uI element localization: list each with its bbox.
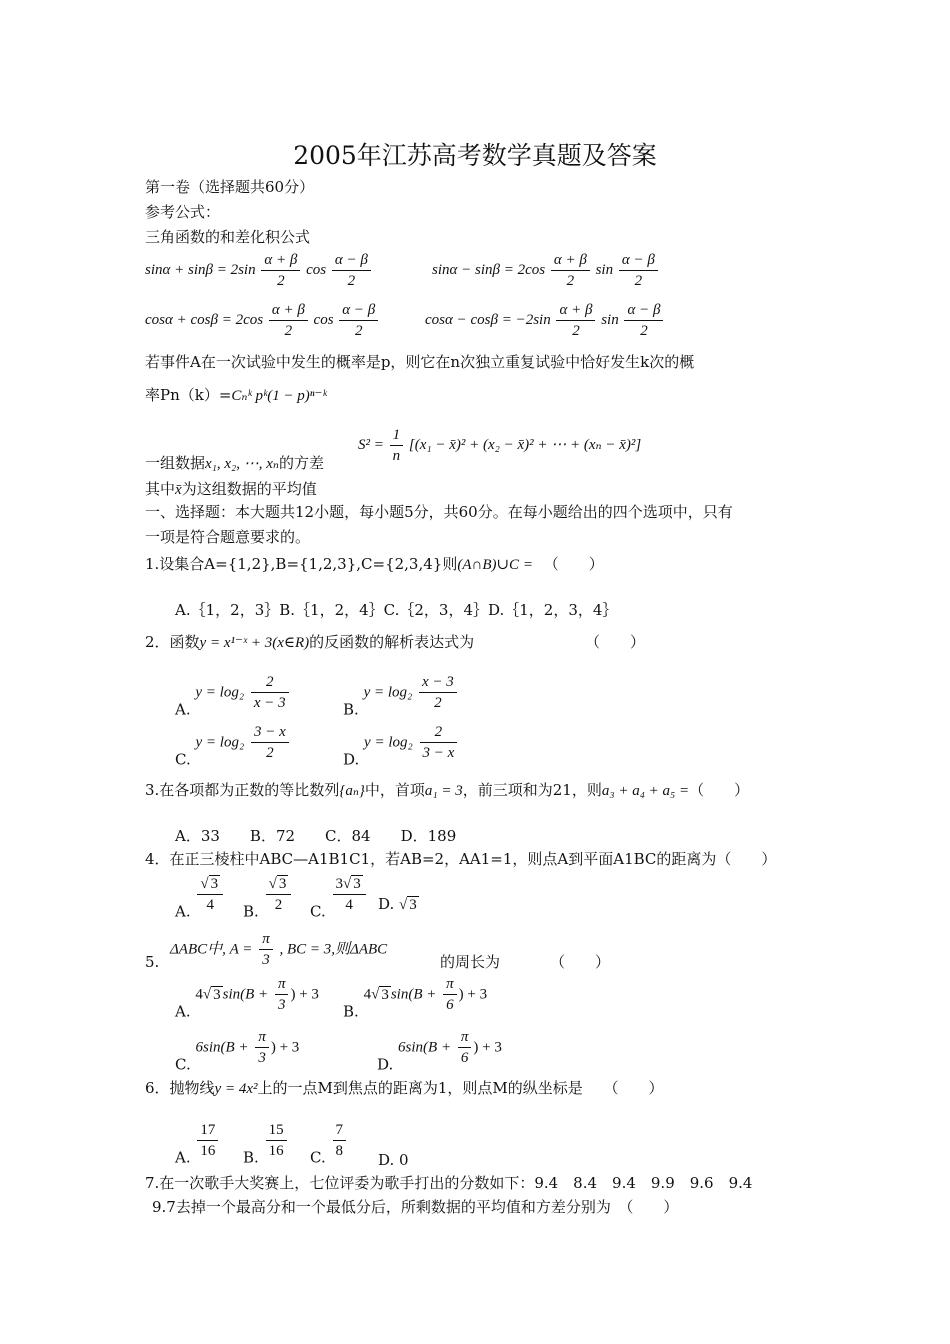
question-1: 1.设集合A={1,2},B={1,2,3},C={2,3,4}则(A∩B)∪C = （ ） bbox=[145, 555, 604, 573]
question-7-line2: 9.7去掉一个最高分和一个最低分后，所剩数据的平均值和方差分别为 （ ） bbox=[152, 1198, 679, 1216]
variance-formula: S² = $\frac{1}{n}$ [(x₁ − x̄)² + (x₂ − x̄)² + ⋯ + (xₙ − x̄)²] bbox=[358, 427, 642, 464]
question-5-option-c: C. 6sin(B + $\frac{\pi}{3}$ ) + 3 bbox=[175, 1029, 300, 1074]
question-4-option-c: C. $\frac{3√ 3}{4}$ bbox=[310, 874, 368, 921]
question-2: 2．函数y = x¹⁻ˣ + 3(x∈R)的反函数的解析表达式为 （ ） bbox=[145, 633, 646, 651]
probability-line2: 率Pn（k）=Cₙᵏ pᵏ(1 − p)ⁿ⁻ᵏ bbox=[145, 386, 327, 404]
question-4-option-a: A. $\frac{√ 3}{4}$ bbox=[175, 874, 225, 921]
page-title: 2005年江苏高考数学真题及答案 bbox=[293, 141, 657, 170]
question-2-option-a: A. y = log₂ $\frac{2}{x - 3}$ bbox=[175, 672, 291, 719]
question-6-option-b: B. $\frac{15}{16}$ bbox=[243, 1120, 289, 1167]
variance-text: 一组数据x₁, x₂, ⋯, xₙ的方差 bbox=[145, 454, 325, 472]
question-5-option-d: D. 6sin(B + $\frac{\pi}{6}$ ) + 3 bbox=[377, 1029, 502, 1074]
question-2-option-d: D. y = log₂ $\frac{2}{3 - x}$ bbox=[343, 722, 459, 769]
question-4-option-b: B. $\frac{√ 3}{2}$ bbox=[243, 874, 293, 921]
formula-diff-sin: sinα − sinβ = 2cos $\frac{\alpha + \beta}{2}$ sin $\frac{\alpha - \beta}{2}$ bbox=[432, 250, 660, 291]
mean-text: 其中x̄为这组数据的平均值 bbox=[145, 480, 317, 498]
question-4: 4．在正三棱柱中ABC—A1B1C1，若AB=2，AA1=1，则点A到平面A1BC的距离为（ ） bbox=[145, 850, 777, 868]
question-5-option-b: B. 4√ 3 sin(B + $\frac{\pi}{6}$ ) + 3 bbox=[343, 976, 488, 1021]
question-4-option-d: D. √ 3 bbox=[378, 895, 417, 913]
question-3: 3.在各项都为正数的等比数列{aₙ}中，首项a₁ = 3，前三项和为21，则a₃ + a₄ + a₅ =（ ） bbox=[145, 781, 750, 799]
question-6-option-c: C. $\frac{7}{8}$ bbox=[310, 1120, 348, 1167]
formula-diff-cos: cosα − cosβ = −2sin $\frac{\alpha + \beta}{2}$ sin $\frac{\alpha - \beta}{2}$ bbox=[425, 300, 665, 341]
probability-line1: 若事件A在一次试验中发生的概率是p，则它在n次独立重复试验中恰好发生k次的概 bbox=[145, 353, 695, 371]
reference-label: 参考公式： bbox=[145, 203, 221, 221]
section-instructions-2: 一项是符合题意要求的。 bbox=[145, 528, 311, 546]
question-7-line1: 7.在一次歌手大奖赛上，七位评委为歌手打出的分数如下：9.4 8.4 9.4 9.9 9.6 9.4 bbox=[145, 1174, 753, 1192]
question-6: 6．抛物线y = 4x²上的一点M到焦点的距离为1，则点M的纵坐标是 （ ） bbox=[145, 1079, 664, 1097]
part-heading: 第一卷（选择题共60分） bbox=[145, 178, 315, 196]
question-5-option-a: A. 4√ 3 sin(B + $\frac{\pi}{3}$ ) + 3 bbox=[175, 976, 319, 1021]
formula-sum-sin: sinα + sinβ = 2sin $\frac{\alpha + \beta}{2}$ cos $\frac{\alpha - \beta}{2}$ bbox=[145, 250, 373, 291]
question-1-options: A.｛1，2，3｝B.｛1，2，4｝C.｛2，3，4｝D.｛1，2，3，4｝ bbox=[175, 601, 618, 619]
section-instructions-1: 一、选择题：本大题共12小题，每小题5分，共60分。在每小题给出的四个选项中，只有 bbox=[145, 503, 733, 521]
formula-sum-cos: cosα + cosβ = 2cos $\frac{\alpha + \beta}{2}$ cos $\frac{\alpha - \beta}{2}$ bbox=[145, 300, 380, 341]
trig-heading: 三角函数的和差化积公式 bbox=[145, 228, 311, 246]
question-6-option-d: D. 0 bbox=[378, 1151, 409, 1169]
question-2-option-c: C. y = log₂ $\frac{3 - x}{2}$ bbox=[175, 722, 291, 769]
question-6-option-a: A. $\frac{17}{16}$ bbox=[175, 1120, 220, 1167]
question-5-expr: ΔABC中, A = $\frac{\pi}{3}$ , BC = 3,则ΔABC bbox=[170, 931, 388, 968]
question-3-options: A．33 B．72 C．84 D．189 bbox=[175, 827, 457, 845]
question-2-option-b: B. y = log₂ $\frac{x - 3}{2}$ bbox=[343, 672, 459, 719]
question-5: 5. 的周长为 （ ） bbox=[145, 953, 611, 971]
